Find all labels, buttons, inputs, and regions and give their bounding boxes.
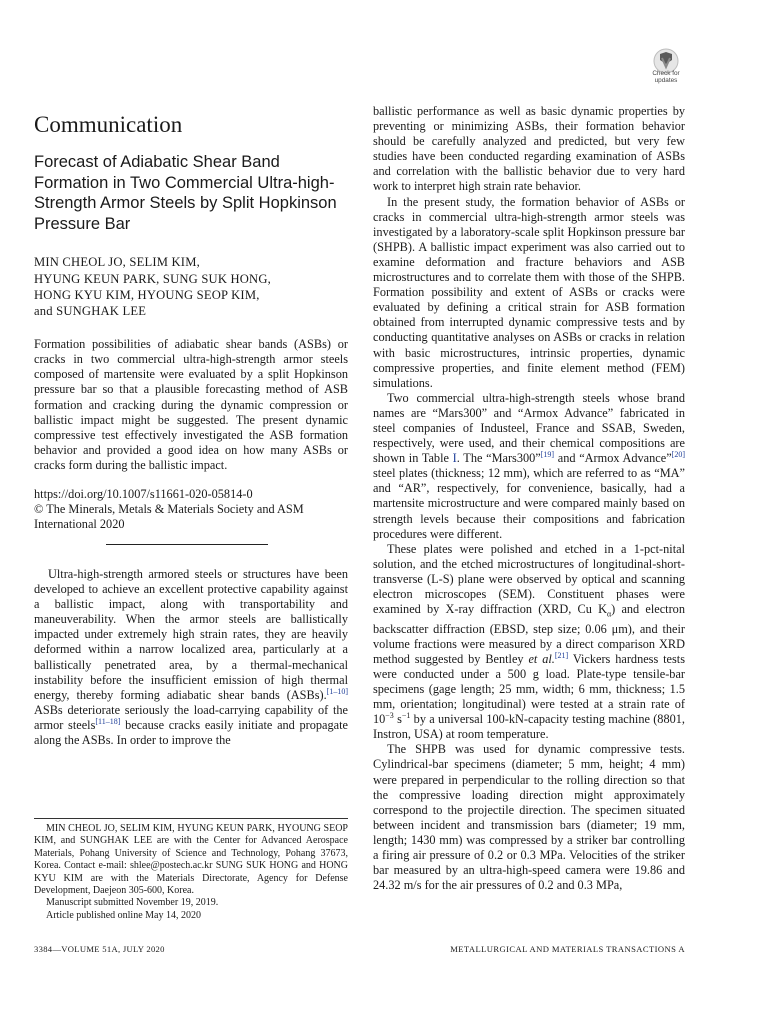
separator-rule [106, 544, 268, 545]
table-link[interactable]: I [452, 451, 457, 466]
subscript: α [606, 609, 612, 619]
left-column [34, 104, 348, 545]
citation-link[interactable]: [11–18] [95, 716, 121, 726]
body-text: These plates were polished and etched in a 1-pct-nital solution, and the etched microstructures of longitudinal-short-transverse (L-S) plane were observed by optical and scanning electron microscopes (SEM). Constituent phases were examined by X-ray diffraction (XRD, Cu K [373, 541, 685, 617]
citation-link[interactable]: [20] [671, 450, 685, 460]
affiliation-text: MIN CHEOL JO, SELIM KIM, HYUNG KEUN PARK, HYOUNG SEOP KIM, and SUNGHAK LEE are with the Center for Advanced Aerospace Materials, Pohang University of Science and Technology, Pohang 37673, Korea. Contact e-mail: shlee@postech.ac.kr SUNG SUK HONG and HONG KYU KIM are with the Materials Directorate, Agency for Defense Development, Daejeon 305-600, Korea. [34, 823, 348, 897]
body-text: ) and electron backscatter diffraction (EBSD, step size; 0.06 μm), and their volume fractions were measured by a direct comparison XRD method suggested by Bentley [373, 602, 685, 666]
copyright-notice: © The Minerals, Metals & Materials Society and ASM International 2020 [34, 502, 304, 532]
publication-date: Article published online May 14, 2020 [46, 909, 201, 921]
page-footer-left: 3384—VOLUME 51A, JULY 2020 [34, 944, 165, 954]
body-paragraph [373, 542, 685, 743]
body-paragraph: ballistic performance as well as basic dynamic properties by preventing or minimizing ASBs, their formation behavior should be carefully analyzed and predicted, but very few studies have been conducted regarding examination of ASBs and correlation with the ballistic behavior due to very hard work to interpret high strain rate behavior. [373, 104, 685, 194]
body-text: by a universal 100-kN-capacity testing machine (8801, Instron, USA) at room temperature. [373, 712, 685, 742]
right-column [373, 104, 685, 893]
citation-link[interactable]: [21] [554, 650, 569, 660]
body-text: s [393, 712, 402, 727]
body-text: and “Armox Advance” [554, 451, 672, 466]
check-for-updates-label[interactable] [640, 70, 692, 84]
doi-link[interactable]: https://doi.org/10.1007/s11661-020-05814-0 [34, 487, 253, 502]
abstract: Formation possibilities of adiabatic shear bands (ASBs) or cracks in two commercial ultra-high-strength armor steels composed of martensite were evaluated by a split Hopkinson pressure bar so that a plausible forecasting method of ASB formation and cracking during the dynamic compression or ballistic impact might be suggested. The present dynamic compressive test effectively investigated the ASB formation behavior and provided a good idea on how many ASBs or cracks form during the ballistic impact. [34, 337, 348, 472]
intro-paragraph [34, 567, 348, 748]
body-paragraph: The SHPB was used for dynamic compressive tests. Cylindrical-bar specimens (diameter; 5 mm, height; 4 mm) were prepared in perpendicular to the rolling direction so that the compressive loading direction might approximately correspond to the projectile direction. The specimen situated between incident and transmission bars (diameter; 19 mm, length; 1430 mm) was compressed by a striker bar controlling a firing air pressure of 0.2 or 0.3 MPa. Velocities of the striker bar measured by an ultra-high-speed camera were 19.86 and 24.32 m/s for the air pressures of 0.2 and 0.3 MPa, [373, 742, 685, 893]
citation-link[interactable]: [19] [540, 450, 555, 460]
author-list [34, 254, 348, 319]
section-label: Communication [34, 112, 183, 137]
body-text: Vickers hardness tests were conducted under a 500 g load. Plate-type tensile-bar specimens (gage length; 25 mm, width; 6 mm, thickness; 1.5 mm, orientation; longitudinal) were tested at a strain rate of 10 [373, 651, 685, 727]
exponent: −3 [385, 711, 394, 721]
body-text: steel plates (thickness; 12 mm), which are referred to as “MA” and “AR”, respectively, for convenience, basically, had a martensite microstructure and were compared mainly based on strength levels because their compositions and fabrication procedures were different. [373, 466, 685, 541]
footnote-rule [34, 818, 348, 819]
body-paragraph: In the present study, the formation behavior of ASBs or cracks in commercial ultra-high-strength armor steels was investigated by a laboratory-scale split Hopkinson pressure bar (SHPB). A ballistic impact experiment was also carried out to examine deformation and fracture behaviors and ASB microstructures and to correlate them with those of the SHPB. Formation possibility and extent of ASBs or cracks were evaluated by defining a critical strain for ASB formation obtained from interrupted dynamic compressive tests and by conducting quantitative analyses on ASBs or cracks in relation with basic microstructures, intrinsic properties, dynamic compressive properties, and finite element method (FEM) simulations. [373, 194, 685, 390]
author-line: HYUNG KEUN PARK, SUNG SUK HONG, [34, 271, 271, 286]
intro-text: ASBs deteriorate seriously the load-carrying capability of the armor steels [34, 702, 348, 732]
badge-line-1: Check for [652, 70, 680, 77]
author-line: HONG KYU KIM, HYOUNG SEOP KIM, [34, 287, 260, 302]
citation-link[interactable]: [1–10] [326, 686, 348, 696]
submission-date: Manuscript submitted November 19, 2019. [46, 897, 219, 909]
badge-line-2: updates [654, 77, 678, 84]
article-title: Forecast of Adiabatic Shear Band Formation in Two Commercial Ultra-high-Strength Armor Steels by Split Hopkinson Pressure Bar [34, 153, 337, 233]
intro-text: because cracks easily initiate and propagate along the ASBs. In order to improve the [34, 717, 348, 748]
et-al: et al. [528, 651, 555, 666]
page-footer-right: METALLURGICAL AND MATERIALS TRANSACTIONS A [450, 944, 685, 954]
body-text: Two commercial ultra-high-strength steels whose brand names are “Mars300” and “Armox Advance” fabricated in steel companies of Industeel, France and SSAB, Sweden, respectively, were used, and their chemical compositions are shown in Table [373, 390, 685, 466]
author-line: MIN CHEOL JO, SELIM KIM, [34, 255, 200, 270]
exponent: −1 [401, 711, 411, 721]
body-text: . The “Mars300” [456, 451, 541, 466]
author-line: and SUNGHAK LEE [34, 303, 147, 318]
intro-text: Ultra-high-strength armored steels or structures have been developed to achieve an excellent protective capability against a ballistic impact, along with transportability and maneuverability. When the armor steels are ballistically impacted under extremely high strain rates, they are heavily deformed within a narrow localized area, particularly at a ballistically penetrated area, by a thermal-mechanical instability before the insufficient emission of high thermal energy, thereby forming adiabatic shear bands (ASBs). [34, 567, 348, 702]
body-paragraph [373, 391, 685, 542]
author-affiliation-footnote [34, 823, 348, 922]
